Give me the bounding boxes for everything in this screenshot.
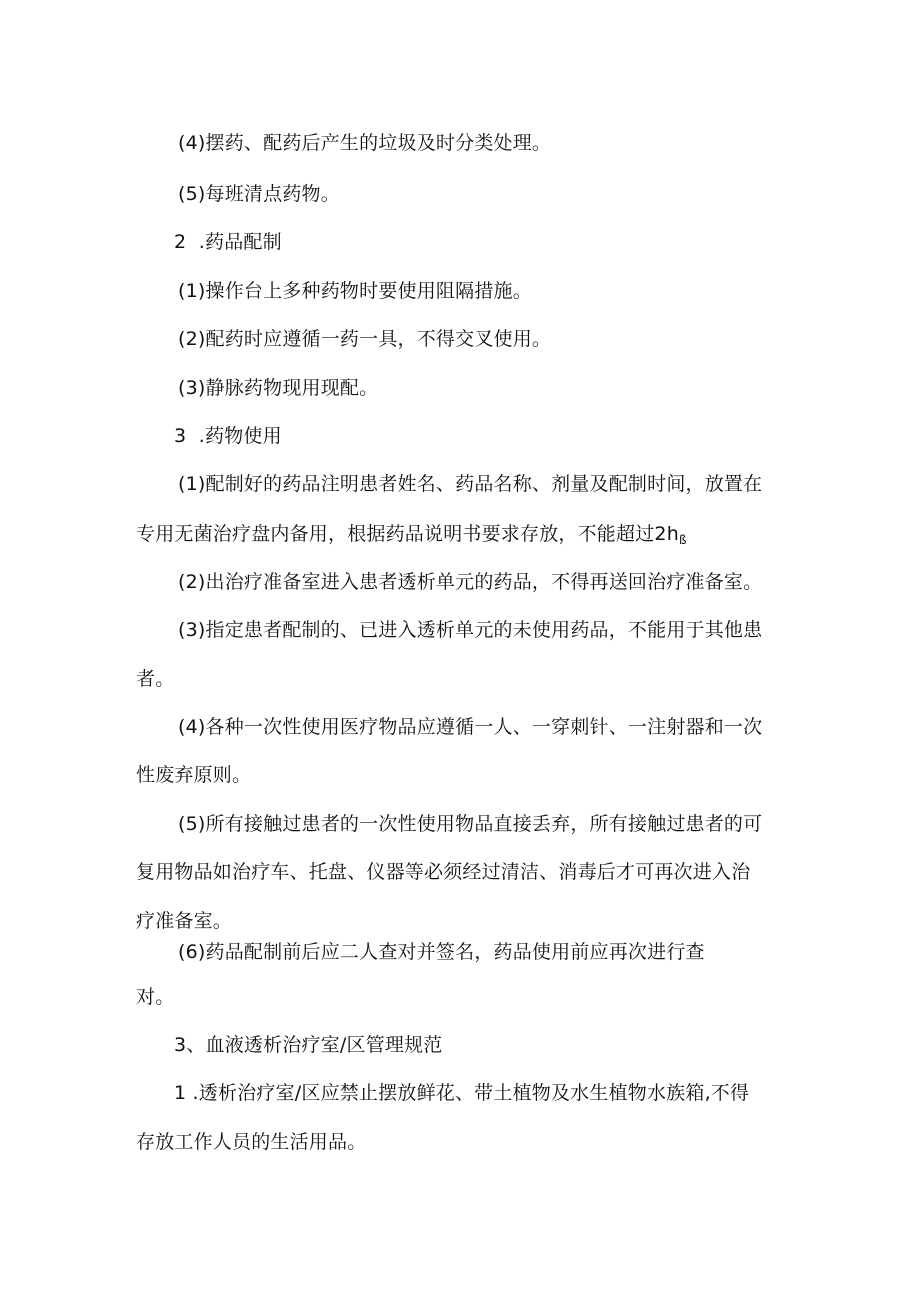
paragraph-line: (3)指定患者配制的、已进入透析单元的未使用药品，不能用于其他患 [178,619,763,641]
paragraph-line: 疗准备室。 [136,910,233,932]
paragraph-line: 者。 [136,668,175,690]
paragraph-line: (2)出治疗准备室进入患者透析单元的药品，不得再送回治疗准备室。 [178,571,763,593]
paragraph-line: (5)所有接触过患者的一次性使用物品直接丢弃，所有接触过患者的可 [178,813,763,835]
paragraph-line: (6)药品配制前后应二人查对并签名，药品使用前应再次进行查 [178,941,705,963]
paragraph-line: (1)操作台上多种药物时要使用阻隔措施。 [178,280,532,302]
paragraph-line: (3)静脉药物现用现配。 [178,377,379,399]
paragraph-text: 专用无菌治疗盘内备用，根据药品说明书要求存放，不能超过2h [136,523,679,545]
paragraph-line: (2)配药时应遵循一药一具，不得交叉使用。 [178,328,552,350]
paragraph-line: (4)摆药、配药后产生的垃圾及时分类处理。 [178,132,552,154]
section-heading: 3、血液透析治疗室/区管理规范 [174,1034,443,1056]
paragraph-line: 性废弃原则。 [136,764,252,786]
section-heading: 2 .药品配制 [174,231,282,253]
paragraph-line: 对。 [136,986,175,1008]
paragraph-line [136,522,687,552]
paragraph-line: 存放工作人员的生活用品。 [136,1131,367,1153]
section-heading: 3 .药物使用 [174,425,282,447]
paragraph-line: (5)每班清点药物。 [178,183,340,205]
paragraph-line: (1)配制好的药品注明患者姓名、药品名称、剂量及配制时间，放置在 [178,473,763,495]
paragraph-line: 复用物品如治疗车、托盘、仪器等必须经过清洁、消毒后才可再次进入治 [136,861,751,883]
subscript-mark: ß [678,533,687,547]
paragraph-line: 1 .透析治疗室/区应禁止摆放鲜花、带土植物及水生植物水族箱,不得 [174,1082,750,1104]
paragraph-line: (4)各种一次性使用医疗物品应遵循一人、一穿刺针、一注射器和一次 [178,716,763,738]
